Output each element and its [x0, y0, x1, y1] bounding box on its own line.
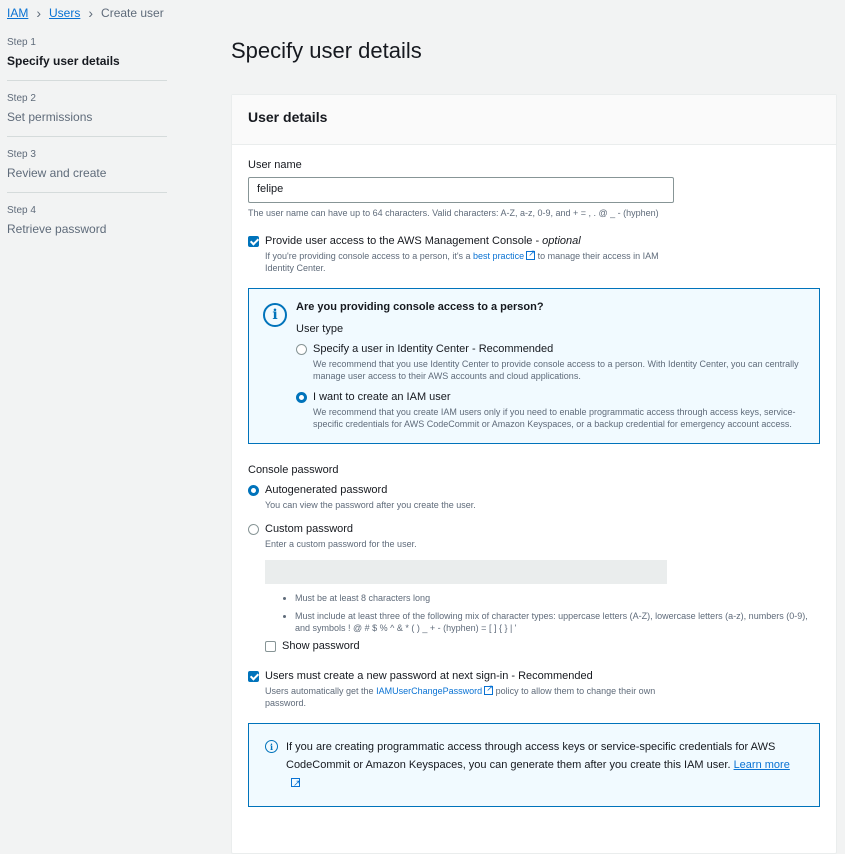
show-password-checkbox[interactable]: [265, 641, 276, 652]
person-info-title: Are you providing console access to a person?: [296, 301, 544, 313]
require-reset-checkbox[interactable]: [248, 671, 259, 682]
iam-user-change-password-link-text: IAMUserChangePassword: [376, 686, 483, 696]
require-reset-desc-text: Users automatically get the: [265, 686, 377, 696]
external-link-icon: [526, 251, 535, 260]
require-reset-desc-text-2: policy to allow them to change their own password.: [265, 686, 656, 708]
external-link-icon: [484, 686, 493, 695]
step-4: [7, 205, 167, 248]
optional-label: optional: [542, 235, 581, 247]
require-reset-desc: [265, 685, 685, 709]
password-requirement: • Must be at least 8 characters long: [295, 592, 820, 604]
iam-user-option-title: I want to create an IAM user: [313, 391, 451, 403]
breadcrumb-users-link[interactable]: Users: [49, 6, 81, 20]
user-type-label: User type: [296, 323, 344, 335]
show-password-label: Show password: [282, 640, 360, 652]
step-number: Step 4: [7, 205, 36, 216]
autogenerated-password-desc: You can view the password after you create the user.: [265, 500, 476, 510]
iam-user-radio[interactable]: [296, 392, 307, 403]
programmatic-info-body: If you are creating programmatic access through access keys or service-specific credentials for AWS CodeCommit or Amazon Keyspaces, you can generate them after you create this IAM user.: [286, 741, 776, 771]
step-number: Step 3: [7, 149, 36, 160]
panel-header: User details: [232, 95, 836, 145]
autogenerated-password-title: Autogenerated password: [265, 484, 388, 496]
programmatic-info-text: [286, 738, 803, 792]
user-details-panel: [231, 94, 837, 854]
console-access-desc: [265, 250, 685, 274]
user-name-label: User name: [248, 159, 302, 171]
console-password-label: Console password: [248, 464, 339, 476]
identity-center-radio[interactable]: [296, 344, 307, 355]
password-requirements: [265, 592, 820, 634]
custom-password-radio[interactable]: [248, 524, 259, 535]
step-2: [7, 93, 167, 137]
breadcrumb-current: Create user: [101, 6, 164, 20]
console-access-person-info: [248, 288, 820, 444]
step-3: [7, 149, 167, 193]
custom-password-title: Custom password: [265, 523, 354, 535]
console-access-desc-text: If you're providing console access to a person, it's a: [265, 251, 474, 261]
iam-user-change-password-link[interactable]: [376, 686, 493, 696]
info-icon: i: [263, 303, 287, 327]
console-access-desc-text-2: to manage their access in IAM Identity Center.: [265, 251, 659, 273]
chevron-right-icon: ›: [36, 5, 42, 21]
autogenerated-password-radio[interactable]: [248, 485, 259, 496]
identity-center-option-desc: We recommend that you use Identity Center to provide console access to a person. With Identity Center, you can centrally manage user access to their AWS accounts and cloud applications.: [313, 359, 799, 381]
step-title: Specify user details: [7, 54, 120, 68]
info-icon: i: [265, 740, 278, 753]
password-requirement: • Must include at least three of the following mix of character types: uppercase letters (A-Z), lowercase letters (a-z), numbers (0-9), and symbols ! @ # $ % ^ & * ( ) _ + - (hyphen) = [ ] { } | ': [295, 610, 820, 634]
breadcrumb-iam-link[interactable]: IAM: [7, 6, 29, 20]
best-practice-link[interactable]: [473, 251, 535, 261]
external-link-icon: [291, 778, 300, 787]
step-title: Retrieve password: [7, 222, 107, 236]
require-reset-title: Users must create a new password at next sign-in - Recommended: [265, 670, 593, 682]
step-title: Review and create: [7, 166, 107, 180]
learn-more-link-text: Learn more: [733, 759, 790, 771]
custom-password-input[interactable]: [265, 560, 667, 584]
user-name-hint: The user name can have up to 64 characters. Valid characters: A-Z, a-z, 0-9, and + = , . @ _ - (hyphen): [248, 208, 659, 218]
iam-user-option-desc: We recommend that you create IAM users only if you need to enable programmatic access through access keys, service-specific credentials for AWS CodeCommit or Amazon Keyspaces, or a backup credential for emergency account access.: [313, 407, 796, 429]
console-access-checkbox[interactable]: [248, 236, 259, 247]
step-number: Step 2: [7, 93, 36, 104]
step-number: Step 1: [7, 37, 36, 48]
user-name-input[interactable]: felipe: [248, 177, 674, 203]
breadcrumb: [7, 5, 164, 21]
chevron-right-icon: ›: [88, 5, 94, 21]
custom-password-desc: Enter a custom password for the user.: [265, 539, 417, 549]
wizard-steps: [7, 37, 167, 260]
console-access-label: [265, 235, 685, 247]
programmatic-access-info: [248, 723, 820, 807]
page-title: Specify user details: [231, 38, 422, 63]
step-1: [7, 37, 167, 81]
console-access-label-text: Provide user access to the AWS Management Console -: [265, 235, 543, 247]
best-practice-link-text: best practice: [473, 251, 525, 261]
identity-center-option-title: Specify a user in Identity Center - Recommended: [313, 343, 554, 355]
step-title: Set permissions: [7, 110, 93, 124]
